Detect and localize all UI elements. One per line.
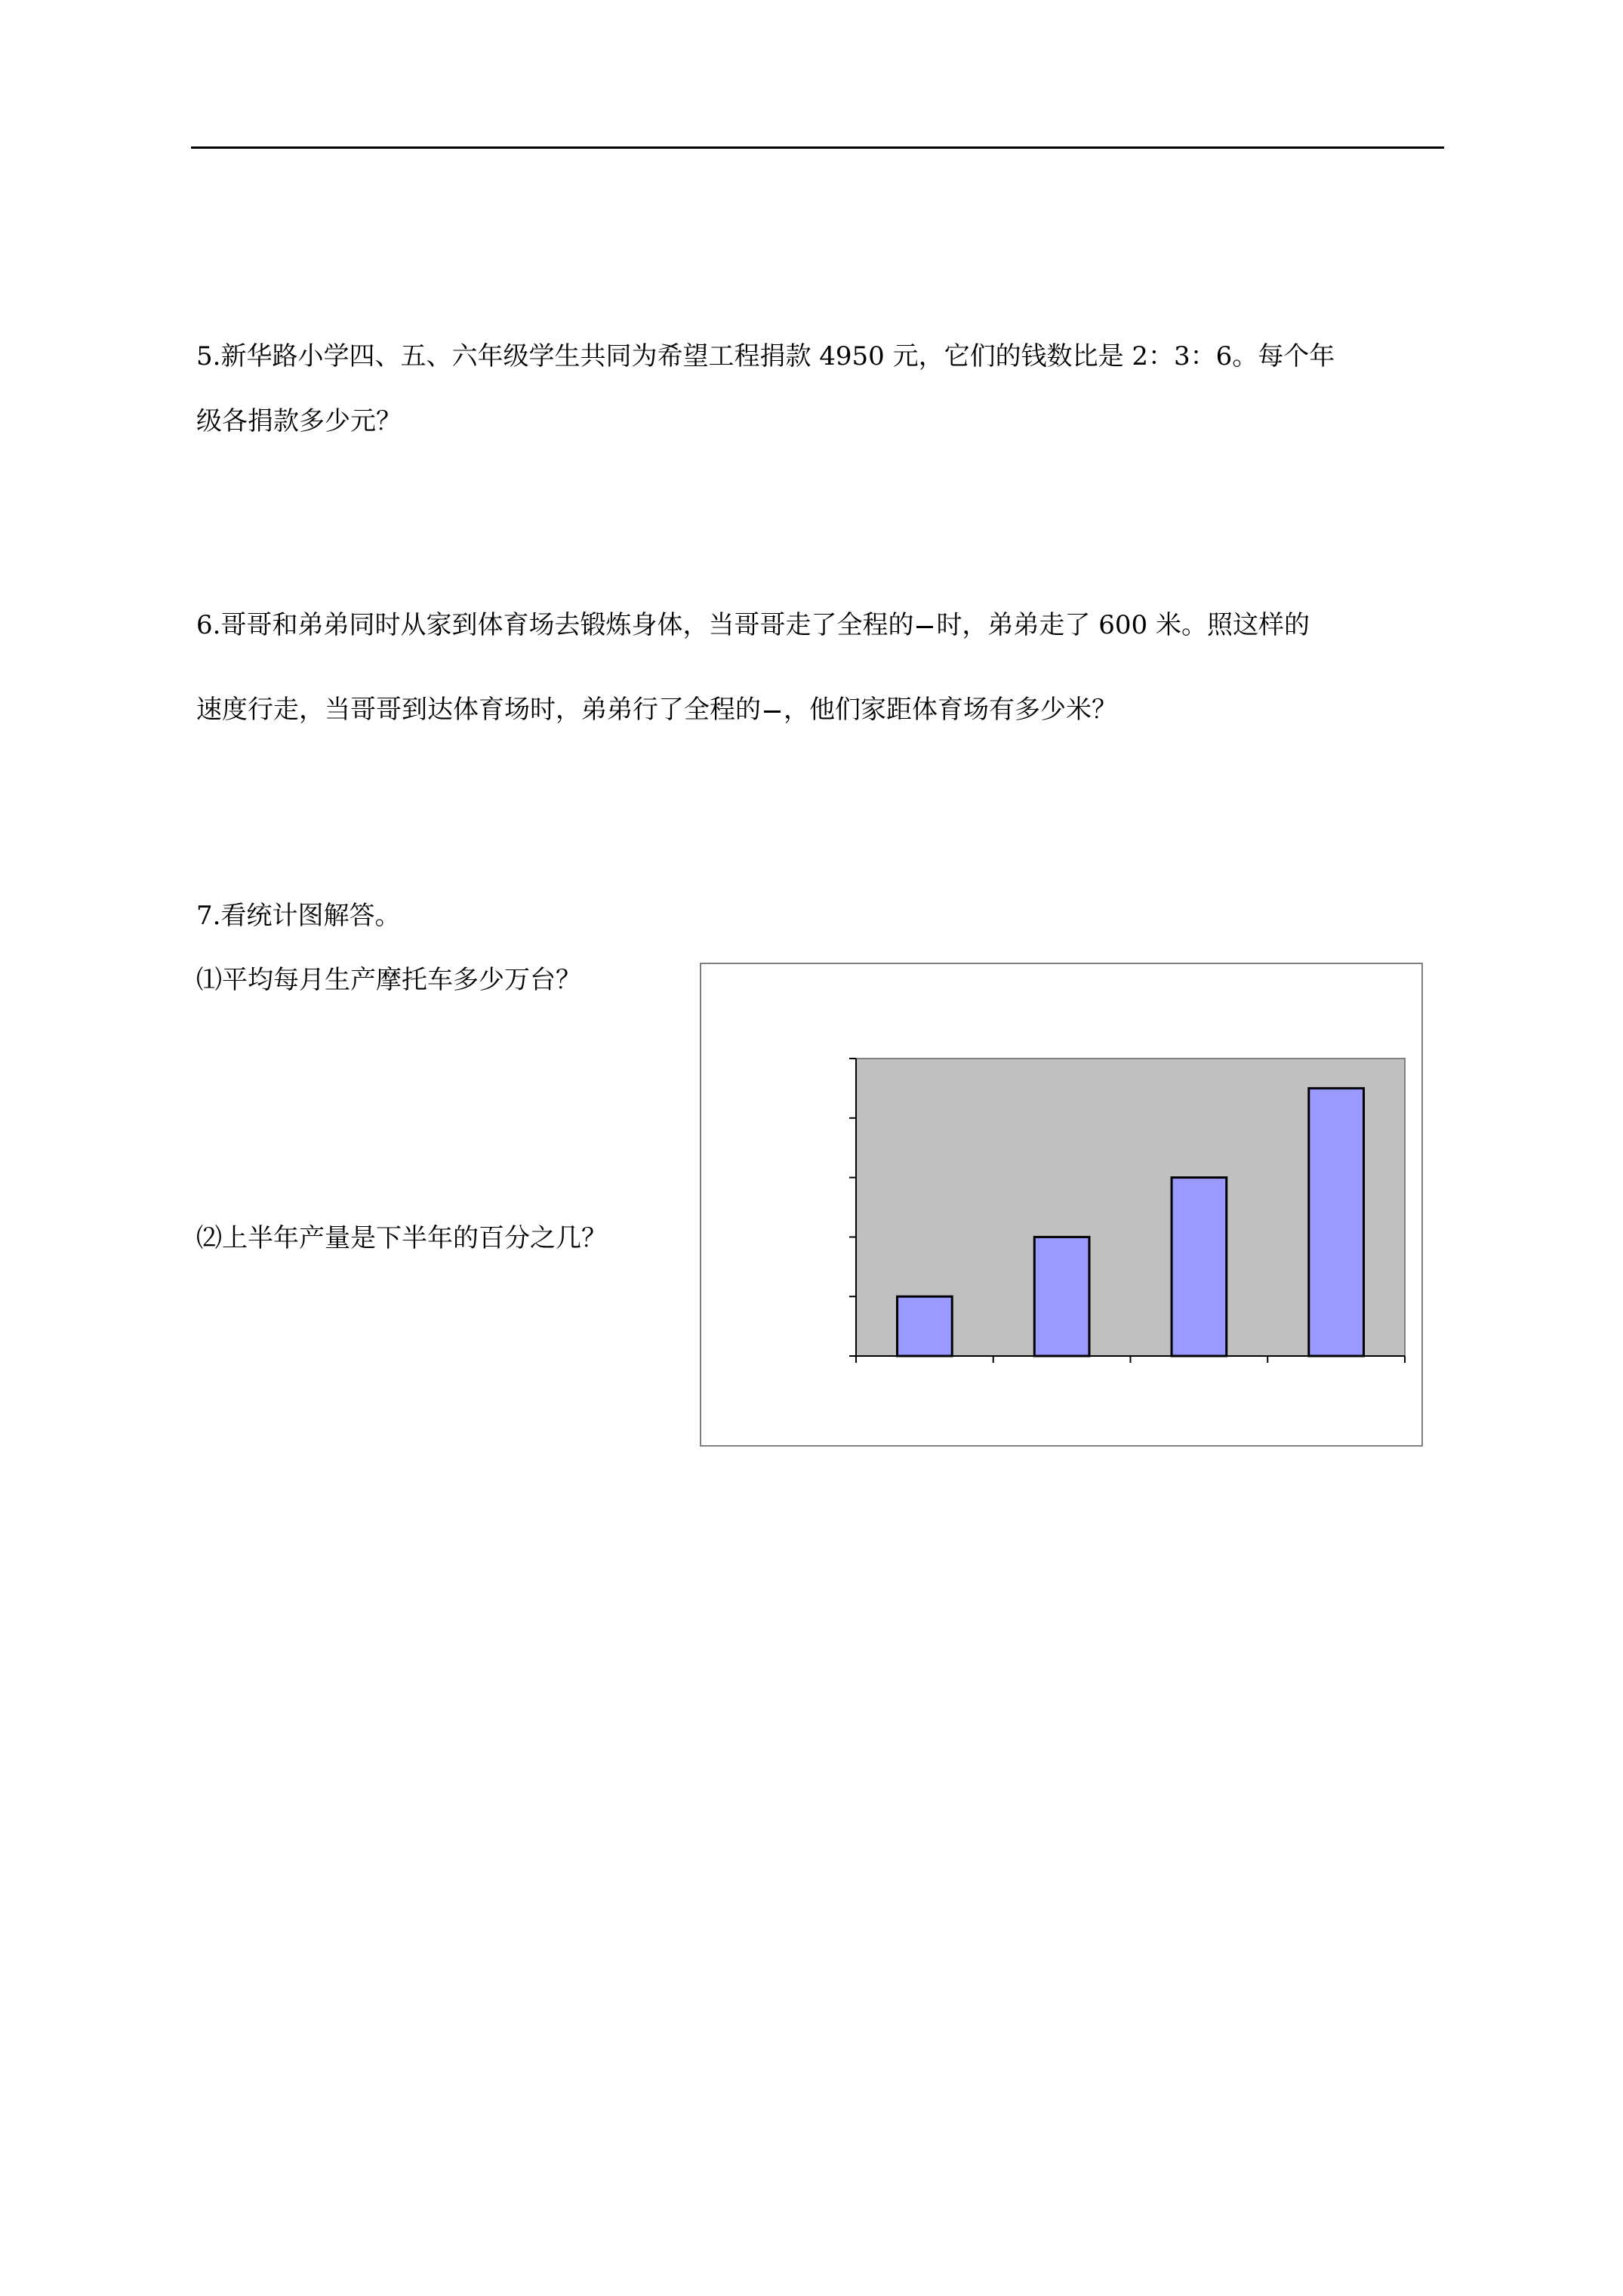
question-6-line-1-part-b: 时，弟弟走了 600 米。照这样的 bbox=[936, 610, 1310, 640]
bar-2 bbox=[1034, 1237, 1089, 1356]
bar-chart bbox=[701, 964, 1424, 1448]
question-6-line-1-part-a: 6.哥哥和弟弟同时从家到体育场去锻炼身体，当哥哥走了全程的 bbox=[196, 610, 914, 640]
question-6-line-2 bbox=[196, 695, 1117, 725]
question-7-title: 7.看统计图解答。 bbox=[196, 901, 401, 931]
question-5-line-1: 5.新华路小学四、五、六年级学生共同为希望工程捐款 4950 元，它们的钱数比是 2：3：6。每个年 bbox=[196, 341, 1335, 371]
bar-4 bbox=[1309, 1088, 1364, 1356]
question-6-line-2-part-a: 速度行走，当哥哥到达体育场时，弟弟行了全程的 bbox=[196, 695, 761, 725]
header-rule bbox=[191, 146, 1444, 149]
question-6-line-1 bbox=[196, 610, 1310, 640]
question-7-sub-2: ⑵上半年产量是下半年的百分之几？ bbox=[196, 1223, 607, 1253]
bar-1 bbox=[898, 1296, 953, 1356]
question-6-line-2-part-b: ，他们家距体育场有多少米？ bbox=[784, 695, 1117, 725]
chart-frame bbox=[700, 963, 1423, 1447]
question-5-line-2: 级各捐款多少元？ bbox=[196, 406, 402, 436]
question-7-sub-1: ⑴平均每月生产摩托车多少万台？ bbox=[196, 965, 581, 995]
fraction-placeholder-2 bbox=[764, 710, 781, 713]
fraction-placeholder-1 bbox=[916, 626, 933, 628]
bar-3 bbox=[1172, 1178, 1227, 1356]
